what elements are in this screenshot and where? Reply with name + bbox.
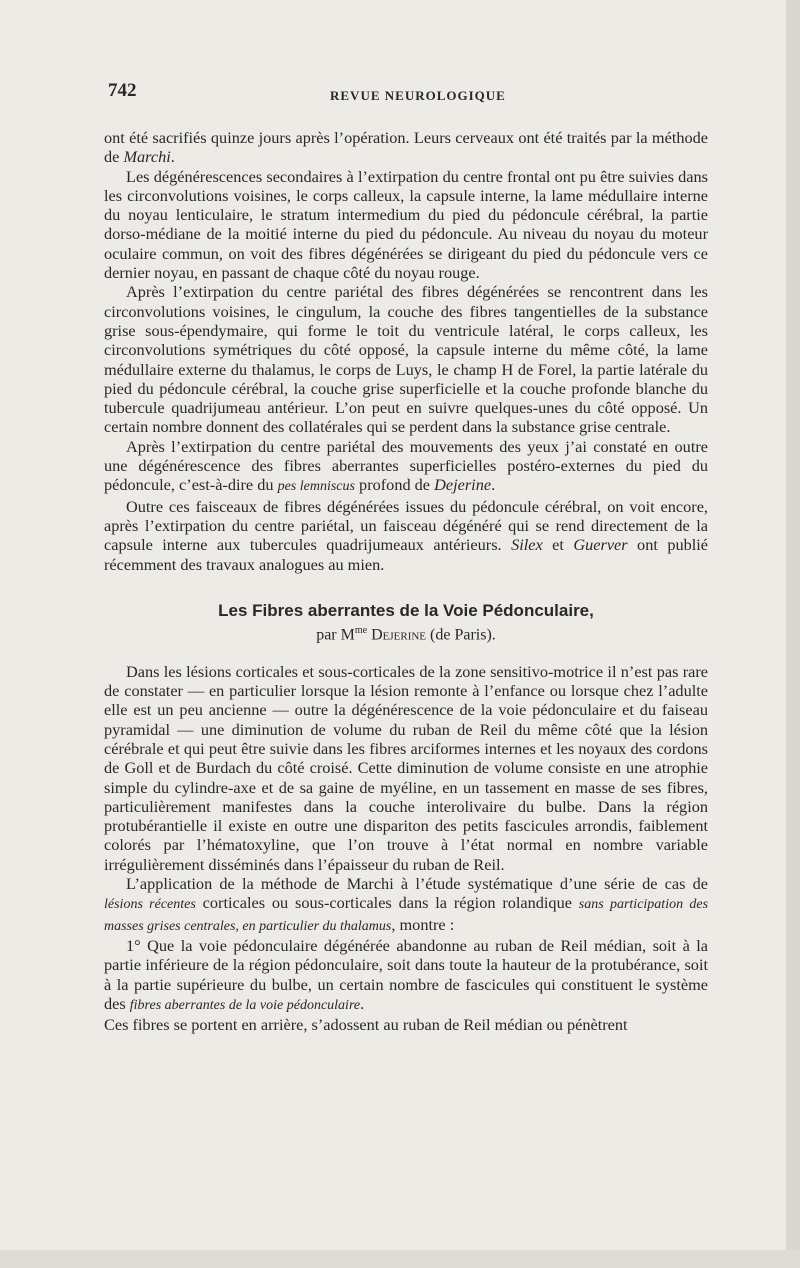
italic-text: fibres aberrantes de la voie pédonculaire	[129, 997, 361, 1013]
text-run: profond de	[354, 475, 435, 495]
article-title-block	[104, 601, 708, 645]
page-bottom-shadow	[0, 1250, 800, 1268]
paragraph-p4	[104, 497, 708, 574]
paragraph-p6	[104, 874, 708, 936]
italic-text: Guerver	[573, 535, 628, 555]
text-run: Ces fibres se portent en arrière, s’adossent au ruban de Reil médian ou pénètrent	[104, 1015, 628, 1035]
text-run: ont publié récemment des travaux analogues au mien.	[104, 535, 709, 574]
article-title: Les Fibres aberrantes de la Voie Pédonculaire,	[218, 600, 594, 620]
paragraph-p5	[104, 662, 708, 874]
text-run: L’application de la méthode de Marchi à l’étude systématique d’une série de cas de	[126, 874, 708, 894]
italic-text: sans participation des masses grises centrales, en particulier du thalamus	[104, 897, 709, 934]
italic-text: lésions récentes	[104, 897, 196, 913]
text-run: .	[491, 475, 496, 495]
paragraph-p0	[104, 128, 708, 167]
preceding-article-text	[104, 128, 708, 574]
paragraph-p3	[104, 437, 708, 497]
text-run: Outre ces faisceaux de fibres dégénérées issues du pédoncule cérébral, on voit encore, après l’extirpation du centre pariétal, un faisceau dégénéré qui se rend directement de la capsule interne aux tubercules quadrijumeaux antérieurs.	[104, 496, 708, 555]
byline-prefix: par M	[316, 626, 355, 644]
paragraph-p2	[104, 282, 708, 436]
text-run: 1° Que la voie pédonculaire dégénérée abandonne au ruban de Reil médian, soit à la partie inférieure de la région pédonculaire, soit dans toute la hauteur de la protubérance, soit à la partie supérieure du bulbe, un certain nombre de fascicules qui constituent le système des	[104, 935, 708, 1013]
page-header	[108, 80, 708, 106]
running-head: REVUE NEUROLOGIQUE	[330, 88, 506, 103]
italic-text: Silex	[511, 535, 543, 555]
text-run: corticales ou sous-corticales dans la région rolandique	[195, 893, 579, 913]
text-run: Après l’extirpation du centre pariétal des fibres dégénérées se rencontrent dans les circonvolutions voisines, le cingulum, la couche des fibres tangentielles de la substance grise sous-épendymaire, qui forme le toit du ventricule latéral, le corps calleux, les circonvolutions symétriques du côté opposé, la capsule interne du même côté, la lame médullaire externe du thalamus, le corps de Luys, le champ H de Forel, la partie latérale du pied du pédoncule cérébral, la couche grise superficielle et la couche profonde blanche du tubercule quadrijumeau antérieur. L’on peut en suivre quelques-unes du côté opposé. Un certain nombre donnent des collatérales qui se perdent dans la substance grise centrale.	[104, 282, 708, 437]
text-run: Après l’extirpation du centre pariétal des mouvements des yeux j’ai constaté en outre une dégénérescence des fibres aberrantes superficielles postéro-externes du pied du pédoncule, c’est-à-dire du	[104, 436, 708, 495]
italic-text: Marchi	[123, 147, 171, 167]
text-run: Dans les lésions corticales et sous-corticales de la zone sensitivo-motrice il n’est pas rare de constater — en particulier lorsque la lésion remonte à l’enfance ou lorsque chez l’adulte elle est un peu ancienne — outre la dégénérescence de la voie pédonculaire et du faiseau pyramidal — une diminution de volume du ruban de Reil du même côté que la lésion cérébrale et qui peut être suivie dans les fibres arciformes internes et les noyaux des cordons de Goll et de Burdach du côté croisé. Cette diminution de volume consiste en une atrophie simple du cylindre-axe et de sa gaine de myéline, en un tassement en masse de ses fibres, particulièrement manifestes dans la couche interolivaire du bulbe. Dans la région protubérantielle il existe en outre une dispariton des petits fascicules arrondis, faiblement colorés par l’hématoxyline, que l’on trouve à l’état normal en nombre variable irrégulièrement disséminés dans l’épaisseur du ruban de Reil.	[104, 661, 708, 874]
text-run: .	[360, 993, 365, 1013]
article-byline	[104, 621, 708, 645]
new-article-text	[104, 662, 708, 1035]
italic-text: pes lemniscus	[277, 479, 355, 495]
paragraph-p7	[104, 936, 708, 1015]
text-run: .	[170, 147, 175, 167]
paragraph-p1	[104, 167, 708, 283]
article-body	[104, 128, 708, 1034]
byline-affiliation: (de Paris).	[430, 626, 496, 644]
text-run: , montre :	[391, 914, 455, 934]
italic-text: Dejerine	[434, 475, 492, 495]
byline-honorific: me	[354, 625, 368, 637]
text-run: Les dégénérescences secondaires à l’extirpation du centre frontal ont pu être suivies dans les circonvolutions voisines, le corps calleux, la capsule interne, la lame médullaire interne du noyau lenticulaire, le stratum intermedium du pied du pédoncule cérébral, la partie dorso-médiane de la moitié interne du pied du pédoncule. Au niveau du noyau du moteur oculaire commun, on voit des fibres dégénérées se dirigeant du pied du pédoncule vers ce dernier noyau, en passant de chaque côté du noyau rouge.	[104, 166, 708, 283]
text-run: ont été sacrifiés quinze jours après l’opération. Leurs cerveaux ont été traités par la méthode de	[104, 128, 708, 167]
paragraph-p8	[104, 1015, 708, 1034]
text-run: et	[542, 535, 574, 555]
byline-author: Dejerine	[371, 626, 427, 644]
page-edge-shadow	[786, 0, 800, 1268]
page-number: 742	[108, 80, 137, 101]
